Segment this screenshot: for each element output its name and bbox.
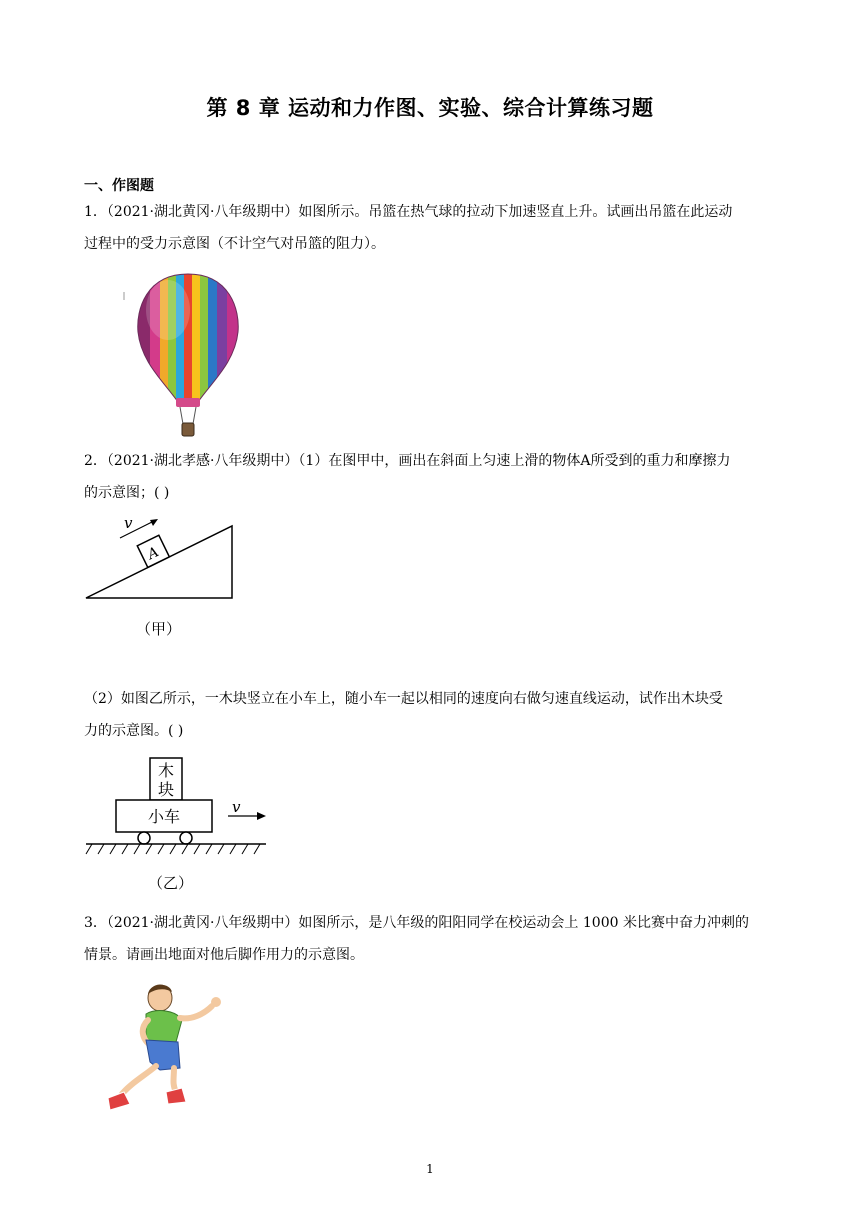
page-title: 第 8 章 运动和力作图、实验、综合计算练习题 (206, 96, 654, 120)
question-2-part-2-line-2: 力的示意图。( ) (84, 723, 184, 739)
question-1-line-2: 过程中的受力示意图（不计空气对吊篮的阻力）。 (84, 236, 385, 252)
question-2-line-2: 的示意图；( ) (84, 485, 170, 501)
caption-yi: （乙） (148, 874, 194, 892)
section-heading: 一、作图题 (84, 178, 154, 194)
question-3-line-1: 3．（2021·湖北黄冈·八年级期中）如图所示，是八年级的阳阳同学在校运动会上 1000 米比赛中奋力冲刺的 (84, 915, 749, 931)
block-label-a: A (145, 544, 162, 563)
question-2-part-1 (84, 445, 784, 509)
cart-figure-yi (82, 754, 272, 858)
incline-figure-jia (80, 510, 240, 606)
caption-jia: （甲） (136, 620, 182, 638)
block-label-2: 块 (157, 780, 175, 799)
question-3 (84, 907, 784, 971)
question-2-line-1: 2．（2021·湖北孝感·八年级期中）（1）在图甲中，画出在斜面上匀速上滑的物体A所受到的重力和摩擦力 (84, 453, 731, 469)
velocity-label-v: v (124, 514, 133, 532)
question-1-line-1: 1．（2021·湖北黄冈·八年级期中）如图所示。吊篮在热气球的拉动下加速竖直上升。试画出吊篮在此运动 (84, 204, 733, 220)
block-label-1: 木 (157, 761, 175, 780)
cart-label: 小车 (147, 807, 181, 826)
question-2-part-2-line-1: （2）如图乙所示，一木块竖立在小车上，随小车一起以相同的速度向右做匀速直线运动，试作出木块受 (84, 691, 723, 707)
question-1 (84, 196, 784, 260)
velocity-label-v-yi: v (232, 798, 241, 816)
question-3-line-2: 情景。请画出地面对他后脚作用力的示意图。 (84, 947, 364, 963)
hot-air-balloon-figure (118, 270, 258, 442)
page-number: 1 (426, 1162, 434, 1176)
running-boy-figure (100, 980, 240, 1120)
question-2-part-2 (84, 683, 784, 747)
